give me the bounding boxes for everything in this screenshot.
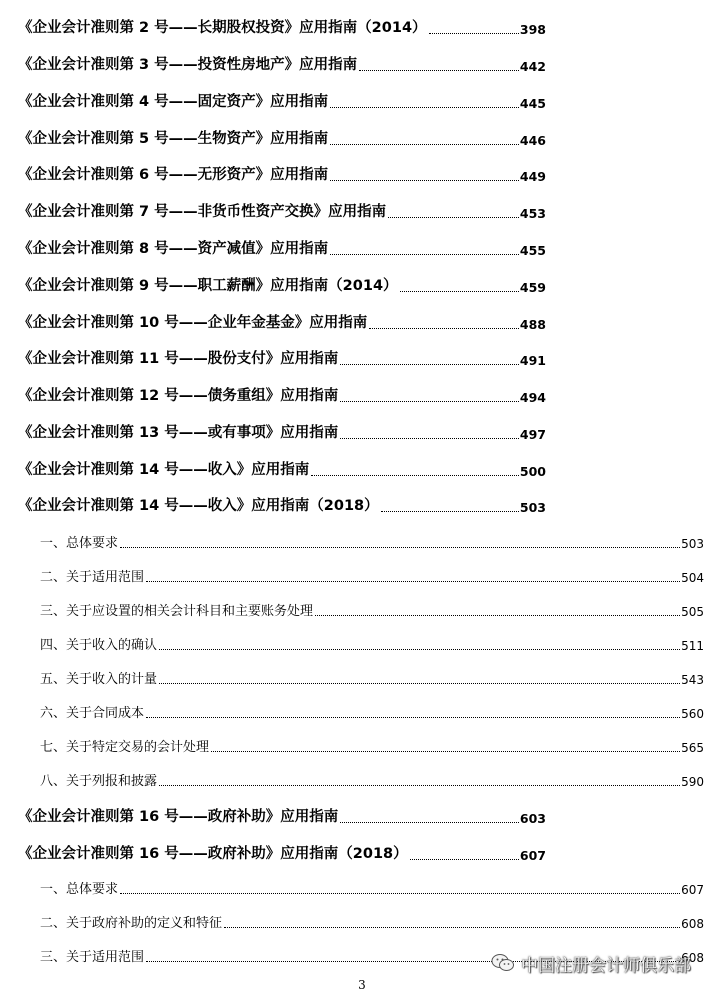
toc-entry[interactable] [18,91,546,111]
dot-leader [388,216,519,218]
dot-leader [159,682,680,684]
dot-leader [340,363,519,365]
toc-entry-title: 《企业会计准则第 2 号——长期股权投资》应用指南（2014） [18,20,427,36]
dot-leader [369,327,519,329]
toc-entry[interactable] [18,459,546,479]
dot-leader [340,400,519,402]
toc-subentry[interactable] [40,533,704,551]
dot-leader [315,614,680,616]
toc-entry-title: 八、关于列报和披露 [40,774,158,789]
dot-leader [381,510,519,512]
toc-subentry[interactable] [40,771,704,789]
dot-leader [311,474,519,476]
toc-entry-page: 449 [519,169,546,184]
toc-entry-page: 505 [681,605,704,619]
toc-entry-title: 《企业会计准则第 9 号——职工薪酬》应用指南（2014） [18,278,398,294]
toc-entry-title: 一、总体要求 [40,882,119,897]
dot-leader [410,858,519,860]
dot-leader [159,648,680,650]
toc-entry-page: 445 [519,96,546,111]
dot-leader [330,106,519,108]
wechat-icon [491,953,515,973]
toc-entry[interactable] [18,128,546,148]
toc-entry-title: 《企业会计准则第 7 号——非货币性资产交换》应用指南 [18,204,387,220]
dot-leader [146,716,680,718]
toc-entry-page: 511 [681,639,704,653]
toc-entry-page: 497 [519,427,546,442]
toc-entry-title: 《企业会计准则第 14 号——收入》应用指南 [18,462,310,478]
toc-entry-page: 607 [519,848,546,863]
toc-entry-page: 590 [681,775,704,789]
toc-entry[interactable] [18,238,546,258]
toc-subentry[interactable] [40,703,704,721]
dot-leader [330,143,519,145]
toc-entry-title: 《企业会计准则第 16 号——政府补助》应用指南 [18,809,339,825]
toc-entry-title: 《企业会计准则第 11 号——股份支付》应用指南 [18,351,339,367]
toc-entry-page: 603 [519,811,546,826]
toc-subentry[interactable] [40,879,704,897]
toc-subentry[interactable] [40,601,704,619]
dot-leader [429,32,519,34]
dot-leader [224,926,680,928]
toc-entry-title: 《企业会计准则第 4 号——固定资产》应用指南 [18,94,329,110]
toc-entry-page: 503 [681,537,704,551]
watermark [491,951,691,975]
toc-entry-title: 《企业会计准则第 8 号——资产减值》应用指南 [18,241,329,257]
toc-entry[interactable] [18,54,546,74]
toc-entry-title: 三、关于应设置的相关会计科目和主要账务处理 [40,604,314,619]
toc-entry-page: 455 [519,243,546,258]
toc-entry-title: 三、关于适用范围 [40,950,145,965]
toc-entry-title: 《企业会计准则第 14 号——收入》应用指南（2018） [18,498,379,514]
dot-leader [330,179,519,181]
toc-entry-page: 488 [519,317,546,332]
toc-entry-title: 《企业会计准则第 6 号——无形资产》应用指南 [18,167,329,183]
toc-subentry[interactable] [40,913,704,931]
toc-entry-page: 543 [681,673,704,687]
toc-entry-title: 《企业会计准则第 3 号——投资性房地产》应用指南 [18,57,358,73]
toc-entry-page: 608 [681,951,704,965]
toc-entry[interactable] [18,201,546,221]
toc-entry-page: 500 [519,464,546,479]
dot-leader [340,821,519,823]
toc-entry[interactable] [18,275,546,295]
toc-entry-title: 《企业会计准则第 12 号——债务重组》应用指南 [18,388,339,404]
toc-subentry[interactable] [40,635,704,653]
toc-entry[interactable] [18,164,546,184]
toc-entry[interactable] [18,806,546,826]
toc-entry-title: 七、关于特定交易的会计处理 [40,740,210,755]
dot-leader [120,546,680,548]
toc-entry-page: 446 [519,133,546,148]
dot-leader [120,892,680,894]
toc-entry[interactable] [18,843,546,863]
toc-entry[interactable] [18,385,546,405]
toc-entry-page: 398 [519,22,546,37]
toc-entry-title: 《企业会计准则第 16 号——政府补助》应用指南（2018） [18,846,408,862]
toc-entry-title: 四、关于收入的确认 [40,638,158,653]
toc-entry[interactable] [18,495,546,515]
toc-entry-page: 491 [519,353,546,368]
toc-entry-page: 607 [681,883,704,897]
toc-entry[interactable] [18,348,546,368]
toc-entry-page: 503 [519,500,546,515]
toc-entry-title: 六、关于合同成本 [40,706,145,721]
dot-leader [330,253,519,255]
toc-subentry[interactable] [40,737,704,755]
toc-entry-page: 560 [681,707,704,721]
toc-entry-page: 565 [681,741,704,755]
toc-entry[interactable] [18,17,546,37]
toc-entry-title: 一、总体要求 [40,536,119,551]
toc-entry-page: 504 [681,571,704,585]
toc-entry-page: 459 [519,280,546,295]
dot-leader [146,580,680,582]
toc-entry-page: 494 [519,390,546,405]
toc-entry-title: 二、关于适用范围 [40,570,145,585]
watermark-text: 中国注册会计师俱乐部 [521,955,691,976]
toc-entry-title: 《企业会计准则第 5 号——生物资产》应用指南 [18,131,329,147]
toc-entry-page: 442 [519,59,546,74]
dot-leader [211,750,680,752]
dot-leader [340,437,519,439]
toc-entry[interactable] [18,312,546,332]
toc-subentry[interactable] [40,669,704,687]
page-number: 3 [358,978,366,992]
toc-entry-title: 《企业会计准则第 13 号——或有事项》应用指南 [18,425,339,441]
toc-entry-page: 453 [519,206,546,221]
toc-entry-title: 五、关于收入的计量 [40,672,158,687]
toc-entry[interactable] [18,422,546,442]
toc-entry-page: 608 [681,917,704,931]
dot-leader [159,784,680,786]
toc-entry-title: 二、关于政府补助的定义和特征 [40,916,223,931]
toc-entry-title: 《企业会计准则第 10 号——企业年金基金》应用指南 [18,315,368,331]
dot-leader [400,290,519,292]
toc-subentry[interactable] [40,567,704,585]
dot-leader [359,69,519,71]
